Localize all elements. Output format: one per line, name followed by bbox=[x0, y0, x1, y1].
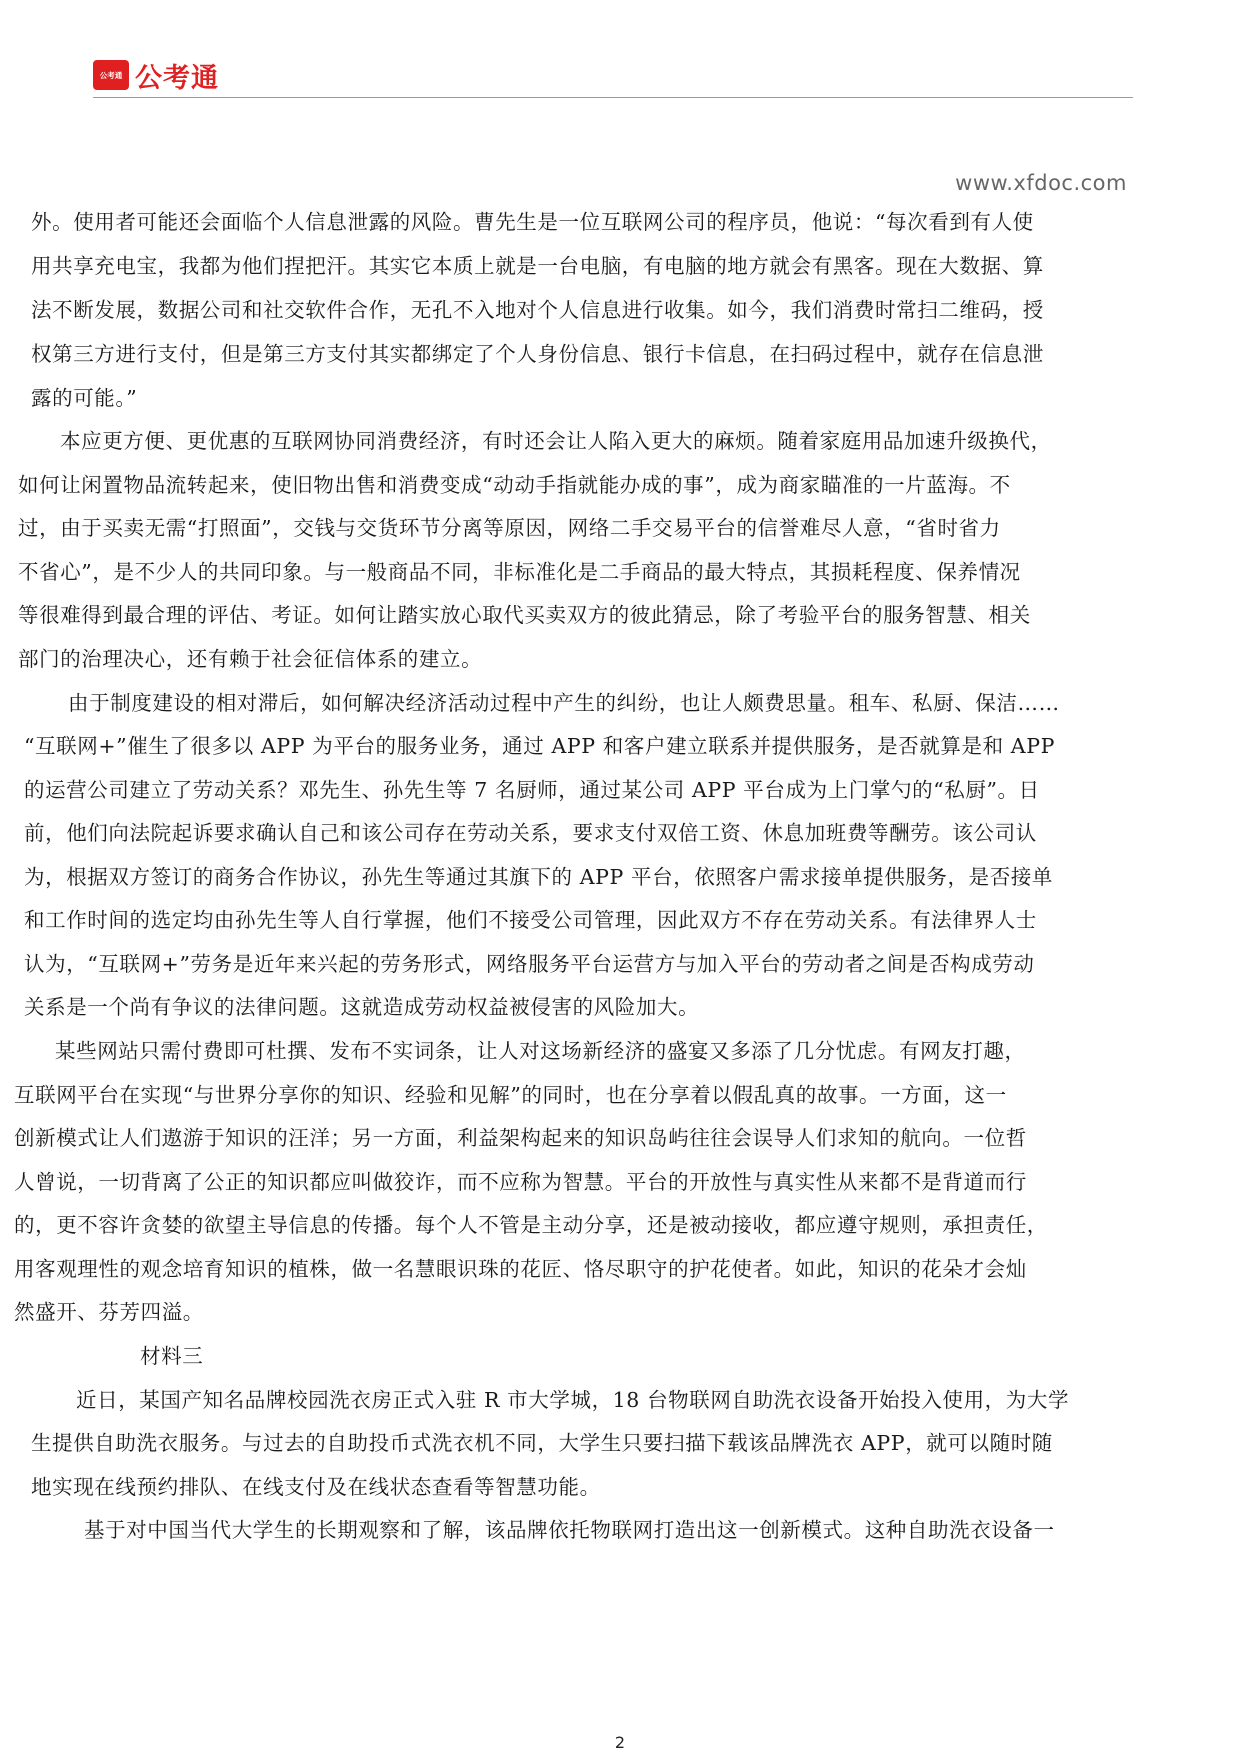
text-line: 等很难得到最合理的评估、考证。如何让踏实放心取代买卖双方的彼此猜忌，除了考验平台的服务智慧、相关 bbox=[18, 603, 1031, 627]
text-line: 地实现在线预约排队、在线支付及在线状态查看等智慧功能。 bbox=[31, 1475, 601, 1499]
text-line: 权第三方进行支付，但是第三方支付其实都绑定了个人身份信息、银行卡信息，在扫码过程中，就存在信息泄 bbox=[31, 342, 1044, 366]
text-line: 部门的治理决心，还有赖于社会征信体系的建立。 bbox=[18, 647, 483, 671]
text-line: 的，更不容许贪婪的欲望主导信息的传播。每个人不管是主动分享，还是被动接收，都应遵守规则，承担责任， bbox=[14, 1213, 1048, 1237]
text-line: 法不断发展，数据公司和社交软件合作，无孔不入地对个人信息进行收集。如今，我们消费时常扫二维码，授 bbox=[31, 298, 1044, 322]
watermark-url: www.xfdoc.com bbox=[955, 171, 1127, 195]
text-line: 近日，某国产知名品牌校园洗衣房正式入驻 R 市大学城，18 台物联网自助洗衣设备开始投入使用，为大学 bbox=[76, 1388, 1070, 1412]
text-line: 如何让闲置物品流转起来，使旧物出售和消费变成“动动手指就能办成的事”，成为商家瞄准的一片蓝海。不 bbox=[18, 473, 1011, 497]
text-line: 过，由于买卖无需“打照面”，交钱与交货环节分离等原因，网络二手交易平台的信誉难尽人意，“省时省力 bbox=[18, 516, 1001, 540]
text-line: 然盛开、芬芳四溢。 bbox=[14, 1300, 204, 1324]
text-line: 为，根据双方签订的商务合作协议，孙先生等通过其旗下的 APP 平台，依照客户需求接单提供服务，是否接单 bbox=[24, 865, 1054, 889]
logo bbox=[93, 60, 219, 94]
text-line: 互联网平台在实现“与世界分享你的知识、经验和见解”的同时，也在分享着以假乱真的故事。一方面，这一 bbox=[14, 1083, 1007, 1107]
text-line: 关系是一个尚有争议的法律问题。这就造成劳动权益被侵害的风险加大。 bbox=[24, 995, 700, 1019]
text-line: 由于制度建设的相对滞后，如何解决经济活动过程中产生的纠纷，也让人颇费思量。租车、私厨、保洁…… bbox=[68, 691, 1060, 715]
section-heading: 材料三 bbox=[140, 1344, 204, 1368]
text-line: 不省心”，是不少人的共同印象。与一般商品不同，非标准化是二手商品的最大特点，其损耗程度、保养情况 bbox=[18, 560, 1021, 584]
text-line: 用客观理性的观念培育知识的植株，做一名慧眼识珠的花匠、恪尽职守的护花使者。如此，知识的花朵才会灿 bbox=[14, 1257, 1027, 1281]
text-line: 的运营公司建立了劳动关系？邓先生、孙先生等 7 名厨师，通过某公司 APP 平台成为上门掌勺的“私厨”。日 bbox=[24, 778, 1040, 802]
text-line: “互联网+”催生了很多以 APP 为平台的服务业务，通过 APP 和客户建立联系并提供服务，是否就算是和 APP bbox=[24, 734, 1055, 758]
text-line: 生提供自助洗衣服务。与过去的自助投币式洗衣机不同，大学生只要扫描下载该品牌洗衣 APP，就可以随时随 bbox=[31, 1431, 1053, 1455]
text-line: 外。使用者可能还会面临个人信息泄露的风险。曹先生是一位互联网公司的程序员，他说：“每次看到有人使 bbox=[31, 210, 1034, 234]
logo-text: 公考通 bbox=[135, 62, 219, 94]
text-line: 创新模式让人们遨游于知识的汪洋；另一方面，利益架构起来的知识岛屿往往会误导人们求知的航向。一位哲 bbox=[14, 1126, 1027, 1150]
text-line: 前，他们向法院起诉要求确认自己和该公司存在劳动关系，要求支付双倍工资、休息加班费等酬劳。该公司认 bbox=[24, 821, 1037, 845]
text-line: 用共享充电宝，我都为他们捏把汗。其实它本质上就是一台电脑，有电脑的地方就会有黑客。现在大数据、算 bbox=[31, 254, 1044, 278]
page-header bbox=[0, 0, 1240, 110]
logo-badge: 公考通 bbox=[93, 60, 129, 90]
header-divider bbox=[93, 97, 1133, 98]
text-line: 人曾说，一切背离了公正的知识都应叫做狡诈，而不应称为智慧。平台的开放性与真实性从来都不是背道而行 bbox=[14, 1170, 1027, 1194]
text-line: 基于对中国当代大学生的长期观察和了解，该品牌依托物联网打造出这一创新模式。这种自助洗衣设备一 bbox=[84, 1518, 1055, 1542]
text-line: 和工作时间的选定均由孙先生等人自行掌握，他们不接受公司管理，因此双方不存在劳动关系。有法律界人士 bbox=[24, 908, 1037, 932]
page-number: 2 bbox=[614, 1733, 626, 1752]
text-line: 认为，“互联网+”劳务是近年来兴起的劳务形式，网络服务平台运营方与加入平台的劳动者之间是否构成劳动 bbox=[24, 952, 1035, 976]
text-line: 某些网站只需付费即可杜撰、发布不实词条，让人对这场新经济的盛宴又多添了几分忧虑。有网友打趣， bbox=[55, 1039, 1026, 1063]
text-line: 本应更方便、更优惠的互联网协同消费经济，有时还会让人陷入更大的麻烦。随着家庭用品加速升级换代， bbox=[60, 429, 1052, 453]
text-line: 露的可能。” bbox=[31, 386, 138, 410]
